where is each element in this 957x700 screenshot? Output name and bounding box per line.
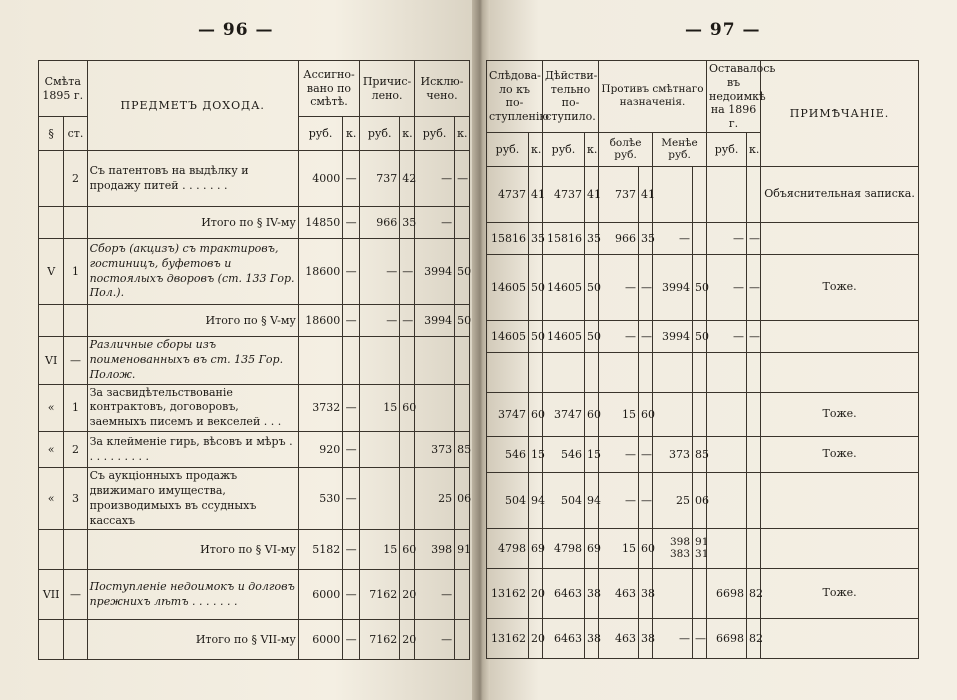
cell-remaining-kop: — <box>747 320 761 352</box>
header-rub: руб. <box>360 117 400 151</box>
row-article: 2 <box>64 151 87 207</box>
row-total-label: Итого по § VI-му <box>87 530 298 570</box>
cell-excluded-rub <box>415 384 455 432</box>
cell-remaining-rub <box>707 352 747 392</box>
cell-actual-kop: 38 <box>585 618 599 658</box>
cell-due-kop: 50 <box>529 254 543 320</box>
header-kop: к. <box>455 117 470 151</box>
cell-remaining-kop <box>747 392 761 436</box>
header-smeta: Смѣта 1895 г. <box>39 61 88 117</box>
table-row-total <box>39 620 470 660</box>
cell-due-rub: 504 <box>487 472 529 528</box>
left-page-number: — 96 — <box>198 20 274 40</box>
cell-remaining-rub: — <box>707 254 747 320</box>
cell-less-rub: 25 <box>653 472 693 528</box>
cell-less-rub: 3994 <box>653 254 693 320</box>
cell-remaining-rub <box>707 166 747 222</box>
header-kop: к. <box>529 132 543 166</box>
header-more-label: болѣе <box>609 137 642 150</box>
row-paragraph <box>39 620 64 660</box>
cell-remaining-rub: 6698 <box>707 618 747 658</box>
row-total-label: Итого по § VII-му <box>87 620 298 660</box>
cell-assigned-kop: — <box>343 570 360 620</box>
cell-more-kop: 38 <box>639 618 653 658</box>
cell-more-kop: 60 <box>639 528 653 568</box>
right-page-number: — 97 — <box>685 20 761 40</box>
cell-more-kop <box>639 352 653 392</box>
right-ledger-table <box>486 60 919 659</box>
row-paragraph <box>39 305 64 337</box>
header-kop: к. <box>585 132 599 166</box>
cell-more-rub: — <box>599 320 639 352</box>
row-description: Съ патентовъ на выдѣлку и продажу питей . . . . . . . <box>87 151 298 207</box>
cell-less-rub: — <box>653 222 693 254</box>
cell-actual-rub: 3747 <box>543 392 585 436</box>
cell-assigned-kop: — <box>343 530 360 570</box>
cell-note: Тоже. <box>761 254 919 320</box>
cell-charged-kop: 20 <box>400 620 415 660</box>
cell-less-kop <box>693 352 707 392</box>
cell-excluded-rub: 3994 <box>415 305 455 337</box>
header-rub: руб. <box>298 117 342 151</box>
cell-assigned-rub: 6000 <box>298 570 342 620</box>
cell-assigned-kop: — <box>343 305 360 337</box>
table-row <box>487 352 919 392</box>
cell-charged-rub: 966 <box>360 207 400 239</box>
cell-assigned-kop: — <box>343 384 360 432</box>
cell-actual-rub: 4737 <box>543 166 585 222</box>
header-note: ПРИМѢЧАНІЕ. <box>761 61 919 167</box>
cell-assigned-rub <box>298 337 342 385</box>
cell-excluded-kop <box>455 384 470 432</box>
header-paragraph: § <box>39 117 64 151</box>
cell-remaining-kop <box>747 436 761 472</box>
cell-due-kop: 60 <box>529 392 543 436</box>
header-vs-estimate-label: Противъ смѣтнаго назначенія. <box>601 83 704 109</box>
cell-charged-rub: — <box>360 239 400 305</box>
table-row-total <box>487 320 919 352</box>
table-row <box>39 468 470 530</box>
row-description: Съ аукціонныхъ продажъ движимаго имущества, производимыхъ въ ссудныхъ кассахъ <box>87 468 298 530</box>
table-row <box>39 239 470 305</box>
cell-assigned-kop: — <box>343 432 360 468</box>
cell-charged-rub <box>360 337 400 385</box>
cell-remaining-rub: 6698 <box>707 568 747 618</box>
cell-excluded-rub: — <box>415 570 455 620</box>
cell-remaining-kop: — <box>747 254 761 320</box>
row-paragraph <box>39 530 64 570</box>
cell-excluded-kop: 85 <box>455 432 470 468</box>
cell-charged-kop: 20 <box>400 570 415 620</box>
row-article <box>64 620 87 660</box>
header-kop: к. <box>747 132 761 166</box>
header-less-label: Менѣе <box>661 137 698 150</box>
cell-less-rub <box>653 392 693 436</box>
cell-excluded-kop: — <box>455 151 470 207</box>
cell-excluded-kop: 50 <box>455 305 470 337</box>
row-article <box>64 530 87 570</box>
cell-actual-kop: 35 <box>585 222 599 254</box>
cell-excluded-rub: 398 <box>415 530 455 570</box>
cell-excluded-kop <box>455 207 470 239</box>
cell-less-rub <box>653 528 693 568</box>
header-excluded: Исклю-чено. <box>415 61 470 117</box>
cell-actual-kop: 50 <box>585 254 599 320</box>
table-row <box>487 472 919 528</box>
row-description: За засвидѣтельствованіе контрактовъ, договоровъ, заемныхъ писемъ и векселей . . . <box>87 384 298 432</box>
row-total-label: Итого по § IV-му <box>87 207 298 239</box>
cell-more-kop: — <box>639 254 653 320</box>
cell-due-kop: 15 <box>529 436 543 472</box>
header-vs-estimate <box>599 61 707 133</box>
cell-less-kop-line2: 31 <box>695 548 709 561</box>
cell-less-kop <box>693 392 707 436</box>
cell-less-kop: 50 <box>693 254 707 320</box>
cell-less-kop-line1: 91 <box>695 536 709 549</box>
cell-excluded-rub: — <box>415 207 455 239</box>
cell-note: Тоже. <box>761 392 919 436</box>
row-article: 3 <box>64 468 87 530</box>
table-row <box>39 570 470 620</box>
header-subject: ПРЕДМЕТЪ ДОХОДА. <box>87 61 298 151</box>
cell-less-rub-line2: 383 <box>669 548 691 561</box>
left-ledger-table <box>38 60 470 660</box>
cell-actual-kop: 41 <box>585 166 599 222</box>
cell-remaining-rub <box>707 436 747 472</box>
cell-remaining-kop <box>747 472 761 528</box>
cell-more-kop: — <box>639 436 653 472</box>
table-row <box>487 254 919 320</box>
cell-more-kop: 60 <box>639 392 653 436</box>
cell-more-rub: 737 <box>599 166 639 222</box>
cell-less-kop: 85 <box>693 436 707 472</box>
cell-actual-kop: 94 <box>585 472 599 528</box>
cell-remaining-rub <box>707 392 747 436</box>
cell-assigned-kop: — <box>343 468 360 530</box>
header-rub: руб. <box>415 117 455 151</box>
header-more <box>599 132 653 166</box>
cell-actual-rub: 4798 <box>543 528 585 568</box>
cell-less-kop: 06 <box>693 472 707 528</box>
cell-note <box>761 528 919 568</box>
cell-actual-kop: 15 <box>585 436 599 472</box>
cell-note: Тоже. <box>761 436 919 472</box>
cell-due-kop: 50 <box>529 320 543 352</box>
cell-excluded-kop: 06 <box>455 468 470 530</box>
table-row-total <box>39 530 470 570</box>
cell-due-rub: 4798 <box>487 528 529 568</box>
cell-charged-rub: 7162 <box>360 620 400 660</box>
cell-remaining-rub: — <box>707 320 747 352</box>
cell-excluded-rub: — <box>415 151 455 207</box>
row-description: Сборъ (акцизъ) съ трактировъ, гостиницъ, буфетовъ и постоялыхъ дворовъ (ст. 133 Гор. Пол.). <box>87 239 298 305</box>
row-paragraph: VII <box>39 570 64 620</box>
row-paragraph: « <box>39 384 64 432</box>
cell-remaining-kop: 82 <box>747 568 761 618</box>
cell-assigned-kop: — <box>343 207 360 239</box>
cell-more-rub: — <box>599 472 639 528</box>
row-article: — <box>64 337 87 385</box>
cell-due-rub: 3747 <box>487 392 529 436</box>
table-row <box>487 436 919 472</box>
cell-less-rub <box>653 352 693 392</box>
cell-less-rub <box>653 568 693 618</box>
cell-due-rub: 13162 <box>487 618 529 658</box>
row-article: 1 <box>64 239 87 305</box>
cell-assigned-kop: — <box>343 620 360 660</box>
cell-charged-kop: — <box>400 239 415 305</box>
cell-excluded-kop <box>455 570 470 620</box>
row-total-label: Итого по § V-му <box>87 305 298 337</box>
cell-due-rub: 15816 <box>487 222 529 254</box>
cell-excluded-kop: 91 <box>455 530 470 570</box>
cell-more-rub: 15 <box>599 528 639 568</box>
cell-charged-kop: — <box>400 305 415 337</box>
header-less <box>653 132 707 166</box>
cell-more-rub: 463 <box>599 618 639 658</box>
header-rub: руб. <box>668 149 691 162</box>
header-rub: руб. <box>614 149 637 162</box>
cell-actual-rub: 6463 <box>543 618 585 658</box>
cell-remaining-kop <box>747 352 761 392</box>
cell-actual-kop <box>585 352 599 392</box>
cell-note <box>761 352 919 392</box>
cell-actual-rub <box>543 352 585 392</box>
header-rub: руб. <box>707 132 747 166</box>
cell-due-kop: 35 <box>529 222 543 254</box>
cell-more-rub: 463 <box>599 568 639 618</box>
row-paragraph: VI <box>39 337 64 385</box>
table-row <box>487 392 919 436</box>
cell-note: Тоже. <box>761 568 919 618</box>
row-article: — <box>64 570 87 620</box>
cell-more-rub: 966 <box>599 222 639 254</box>
cell-remaining-rub: — <box>707 222 747 254</box>
cell-less-kop <box>693 222 707 254</box>
cell-note <box>761 618 919 658</box>
cell-excluded-rub: 25 <box>415 468 455 530</box>
cell-actual-rub: 546 <box>543 436 585 472</box>
cell-more-rub: 15 <box>599 392 639 436</box>
header-rub: руб. <box>543 132 585 166</box>
row-paragraph: « <box>39 468 64 530</box>
header-charged: Причис-лено. <box>360 61 415 117</box>
cell-excluded-kop: 50 <box>455 239 470 305</box>
cell-actual-rub: 504 <box>543 472 585 528</box>
cell-less-rub-line1: 398 <box>669 536 691 549</box>
cell-due-rub: 13162 <box>487 568 529 618</box>
row-article: 1 <box>64 384 87 432</box>
cell-due-rub: 546 <box>487 436 529 472</box>
table-row-total <box>487 618 919 658</box>
cell-less-rub: — <box>653 618 693 658</box>
cell-due-rub: 14605 <box>487 254 529 320</box>
cell-excluded-kop <box>455 620 470 660</box>
cell-actual-kop: 69 <box>585 528 599 568</box>
header-rub: руб. <box>487 132 529 166</box>
cell-assigned-rub: 3732 <box>298 384 342 432</box>
cell-charged-kop: 60 <box>400 384 415 432</box>
cell-charged-rub: — <box>360 305 400 337</box>
table-row-total <box>39 207 470 239</box>
cell-charged-kop <box>400 337 415 385</box>
cell-charged-kop <box>400 468 415 530</box>
cell-due-kop: 41 <box>529 166 543 222</box>
row-description: За клейменіе гирь, вѣсовъ и мѣръ . . . . . . . . . . <box>87 432 298 468</box>
cell-due-kop: 94 <box>529 472 543 528</box>
cell-charged-kop: 35 <box>400 207 415 239</box>
cell-note <box>761 320 919 352</box>
table-row <box>39 337 470 385</box>
row-paragraph <box>39 151 64 207</box>
row-description: Различные сборы изъ поименованныхъ въ ст. 135 Гор. Полож. <box>87 337 298 385</box>
table-row <box>487 166 919 222</box>
table-row-total <box>39 305 470 337</box>
cell-assigned-rub: 920 <box>298 432 342 468</box>
cell-excluded-rub <box>415 337 455 385</box>
cell-more-kop: — <box>639 320 653 352</box>
cell-less-rub: 3994 <box>653 320 693 352</box>
header-due: Слѣдова-ло къ по-ступленію <box>487 61 543 133</box>
cell-remaining-kop <box>747 528 761 568</box>
cell-due-kop: 20 <box>529 618 543 658</box>
cell-charged-rub <box>360 432 400 468</box>
cell-due-rub: 14605 <box>487 320 529 352</box>
cell-less-rub <box>653 166 693 222</box>
cell-more-kop: 41 <box>639 166 653 222</box>
cell-assigned-kop: — <box>343 239 360 305</box>
header-assigned: Ассигно-вано по смѣтѣ. <box>298 61 359 117</box>
cell-less-kop <box>693 528 707 568</box>
header-actual: Дѣйстви-тельно по-ступило. <box>543 61 599 133</box>
cell-charged-rub: 737 <box>360 151 400 207</box>
cell-charged-rub: 15 <box>360 530 400 570</box>
cell-actual-kop: 38 <box>585 568 599 618</box>
cell-assigned-rub: 5182 <box>298 530 342 570</box>
cell-due-rub: 4737 <box>487 166 529 222</box>
row-article: 2 <box>64 432 87 468</box>
cell-note <box>761 222 919 254</box>
cell-charged-rub: 7162 <box>360 570 400 620</box>
cell-actual-kop: 60 <box>585 392 599 436</box>
cell-actual-rub: 15816 <box>543 222 585 254</box>
cell-assigned-rub: 18600 <box>298 239 342 305</box>
cell-more-rub <box>599 352 639 392</box>
cell-assigned-rub: 4000 <box>298 151 342 207</box>
table-row-total <box>487 528 919 568</box>
row-description: Поступленіе недоимокъ и долговъ прежнихъ лѣтъ . . . . . . . <box>87 570 298 620</box>
cell-less-kop: 50 <box>693 320 707 352</box>
table-row <box>39 432 470 468</box>
cell-more-rub: — <box>599 436 639 472</box>
table-row <box>39 384 470 432</box>
cell-due-kop <box>529 352 543 392</box>
cell-excluded-rub: 373 <box>415 432 455 468</box>
header-kop: к. <box>343 117 360 151</box>
cell-more-kop: — <box>639 472 653 528</box>
cell-assigned-rub: 6000 <box>298 620 342 660</box>
table-row <box>487 568 919 618</box>
cell-charged-rub <box>360 468 400 530</box>
cell-assigned-kop <box>343 337 360 385</box>
cell-due-kop: 20 <box>529 568 543 618</box>
cell-actual-rub: 6463 <box>543 568 585 618</box>
cell-charged-kop <box>400 432 415 468</box>
row-article <box>64 305 87 337</box>
cell-less-kop <box>693 568 707 618</box>
row-article <box>64 207 87 239</box>
cell-assigned-rub: 18600 <box>298 305 342 337</box>
cell-remaining-kop <box>747 166 761 222</box>
cell-due-rub <box>487 352 529 392</box>
cell-charged-kop: 42 <box>400 151 415 207</box>
table-row <box>39 151 470 207</box>
cell-excluded-rub: 3994 <box>415 239 455 305</box>
cell-actual-rub: 14605 <box>543 320 585 352</box>
row-paragraph: « <box>39 432 64 468</box>
cell-assigned-rub: 14850 <box>298 207 342 239</box>
cell-less-kop: — <box>693 618 707 658</box>
cell-charged-rub: 15 <box>360 384 400 432</box>
table-row-total <box>487 222 919 254</box>
cell-less-kop <box>693 166 707 222</box>
cell-note <box>761 472 919 528</box>
header-kop: к. <box>400 117 415 151</box>
cell-charged-kop: 60 <box>400 530 415 570</box>
cell-actual-kop: 50 <box>585 320 599 352</box>
cell-assigned-kop: — <box>343 151 360 207</box>
cell-note: Объяснительная записка. <box>761 166 919 222</box>
header-remaining: Оставалось въ недоимкѣ на 1896 г. <box>707 61 761 133</box>
row-paragraph <box>39 207 64 239</box>
cell-remaining-rub <box>707 528 747 568</box>
cell-assigned-rub: 530 <box>298 468 342 530</box>
cell-due-kop: 69 <box>529 528 543 568</box>
cell-excluded-kop <box>455 337 470 385</box>
cell-remaining-kop: 82 <box>747 618 761 658</box>
header-article: ст. <box>64 117 87 151</box>
cell-excluded-rub: — <box>415 620 455 660</box>
cell-actual-rub: 14605 <box>543 254 585 320</box>
cell-more-kop: 38 <box>639 568 653 618</box>
row-paragraph: V <box>39 239 64 305</box>
cell-more-rub: — <box>599 254 639 320</box>
cell-remaining-rub <box>707 472 747 528</box>
cell-more-kop: 35 <box>639 222 653 254</box>
cell-remaining-kop: — <box>747 222 761 254</box>
cell-less-rub: 373 <box>653 436 693 472</box>
